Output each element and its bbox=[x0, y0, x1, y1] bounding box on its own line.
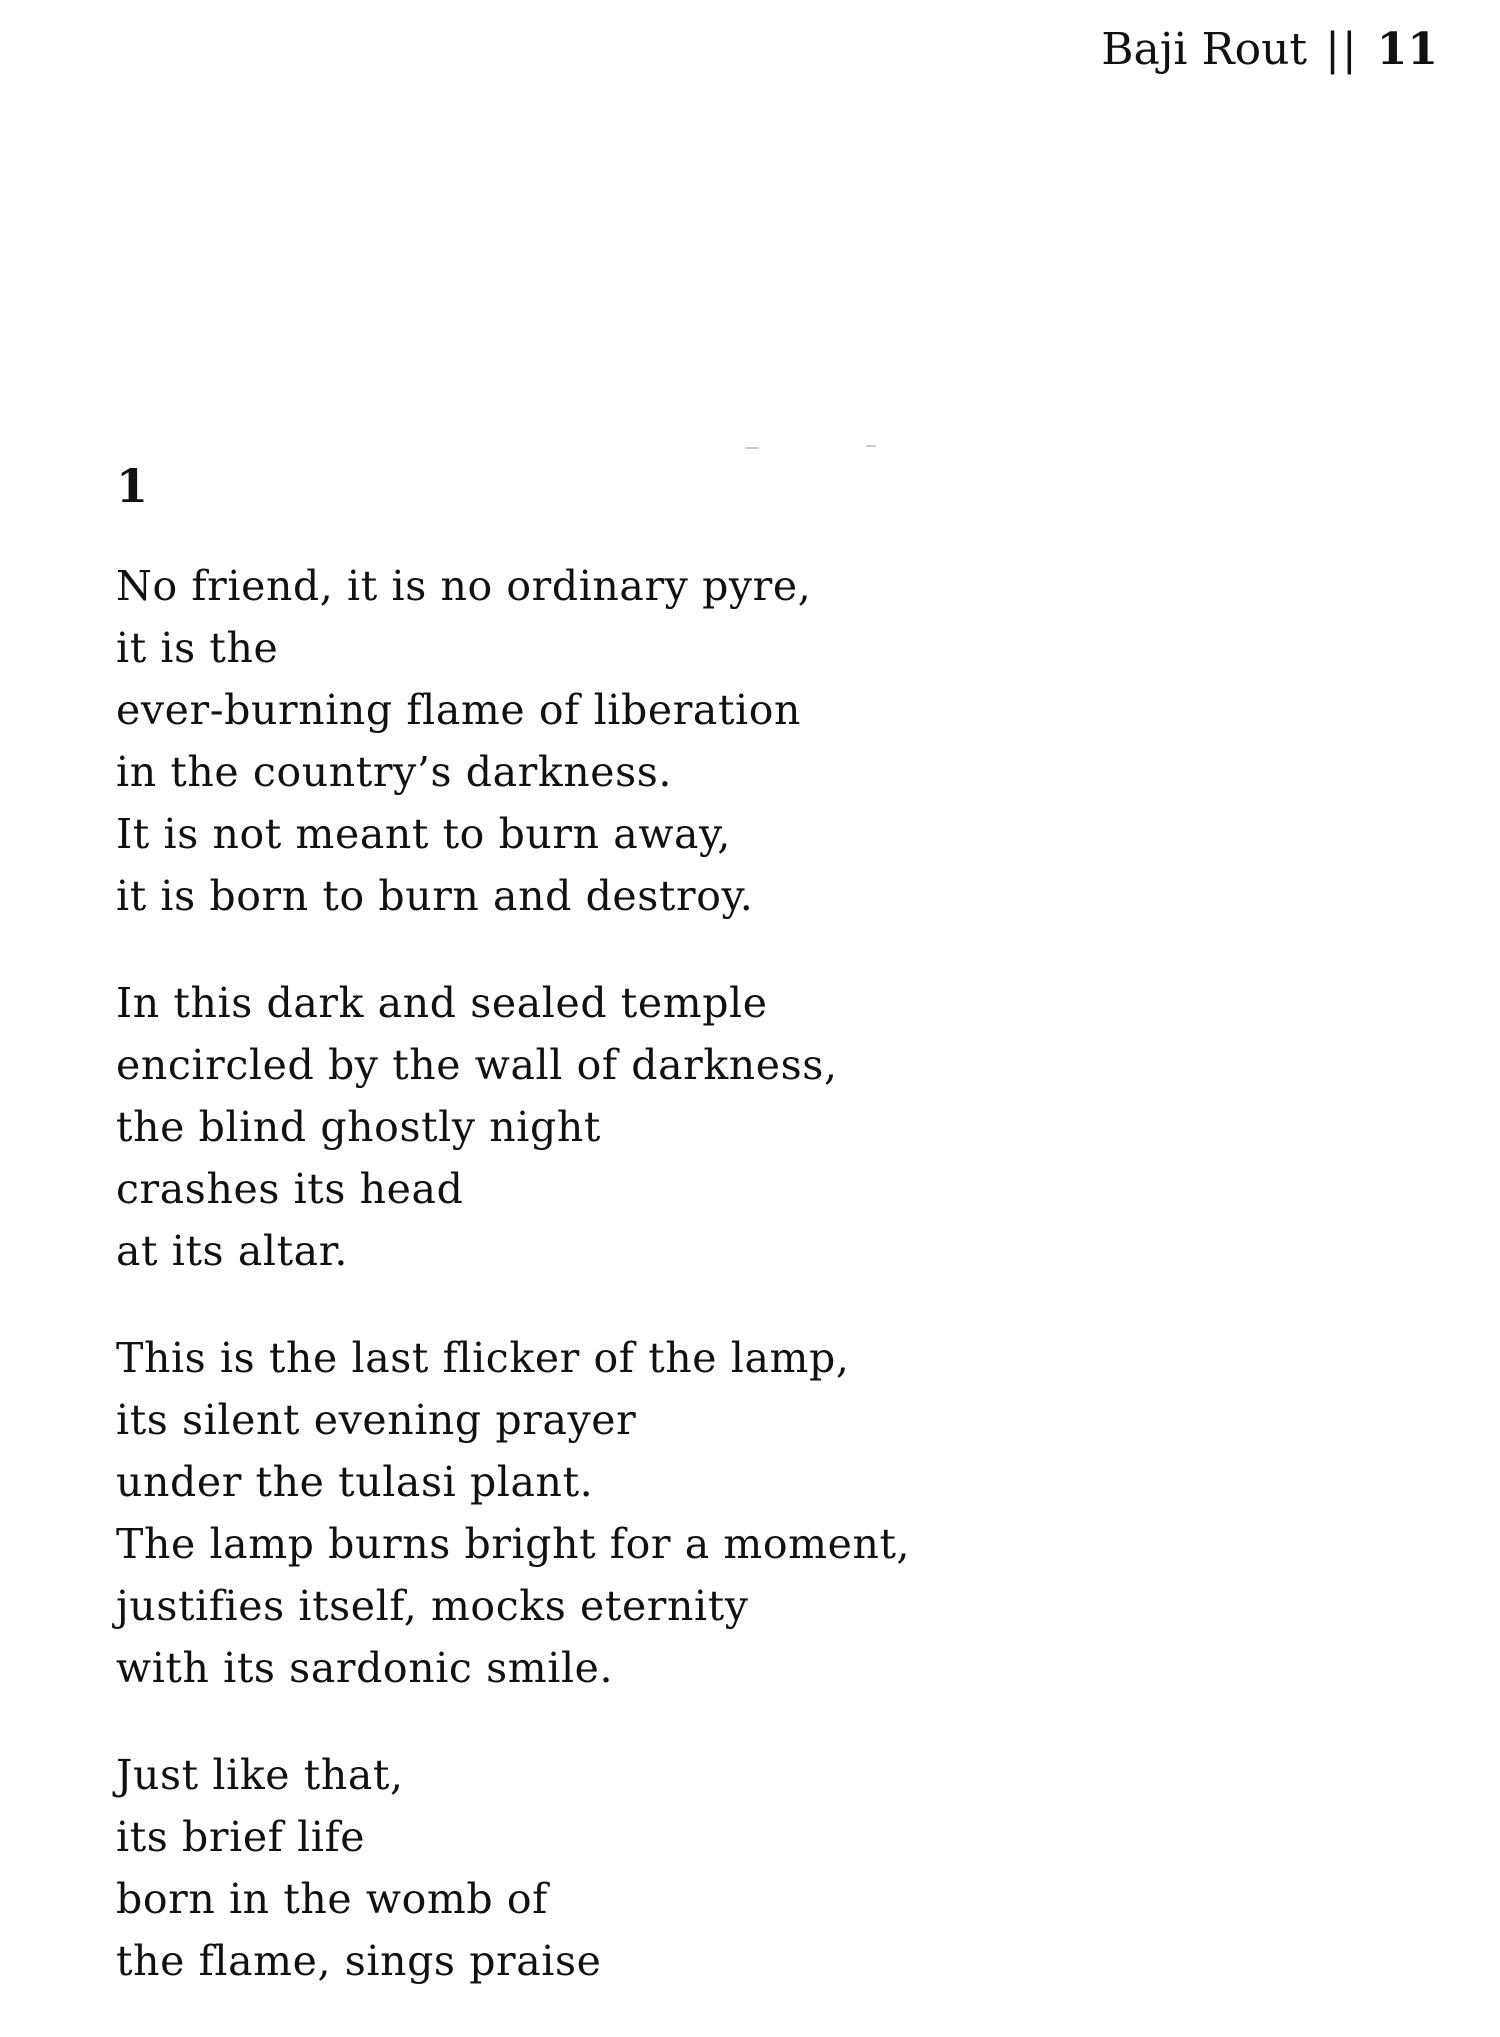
poem-line: crashes its head bbox=[116, 1165, 464, 1213]
poem-line: in the country’s darkness. bbox=[116, 748, 673, 796]
poem-line: at its altar. bbox=[116, 1227, 349, 1275]
poem-line: In this dark and sealed temple bbox=[116, 979, 768, 1027]
poem-line: encircled by the wall of darkness, bbox=[116, 1041, 838, 1089]
poem-line: ever-burning flame of liberation bbox=[116, 686, 802, 734]
poem-line: it is the bbox=[116, 624, 279, 672]
poem-line: justifies itself, mocks eternity bbox=[116, 1582, 749, 1630]
scan-speck bbox=[745, 447, 759, 449]
poem-line: Just like that, bbox=[116, 1751, 404, 1799]
poem-line: It is not meant to burn away, bbox=[116, 810, 732, 858]
running-head-separator: || bbox=[1325, 24, 1359, 75]
poem-line: with its sardonic smile. bbox=[116, 1644, 614, 1692]
running-head bbox=[1101, 20, 1438, 80]
poem-line: The lamp burns bright for a moment, bbox=[116, 1520, 911, 1568]
poem-number: 1 bbox=[116, 459, 149, 513]
poem-line: the flame, sings praise bbox=[116, 1937, 602, 1985]
poem-line: This is the last flicker of the lamp, bbox=[116, 1334, 850, 1382]
running-head-author: Baji Rout bbox=[1101, 24, 1308, 75]
stanza-1 bbox=[116, 555, 1416, 927]
poem-line: born in the womb of bbox=[116, 1875, 548, 1923]
poem-body bbox=[116, 555, 1416, 2037]
scan-speck bbox=[866, 445, 876, 447]
poem-line: it is born to burn and destroy. bbox=[116, 872, 754, 920]
poem-line: under the tulasi plant. bbox=[116, 1458, 594, 1506]
stanza-4 bbox=[116, 1744, 1416, 1992]
stanza-3 bbox=[116, 1327, 1416, 1699]
poem-line: the blind ghostly night bbox=[116, 1103, 601, 1151]
poem-line: its brief life bbox=[116, 1813, 366, 1861]
poem-line: its silent evening prayer bbox=[116, 1396, 637, 1444]
poem-line: No friend, it is no ordinary pyre, bbox=[116, 562, 812, 610]
stanza-2 bbox=[116, 972, 1416, 1282]
page-number: 11 bbox=[1376, 24, 1438, 75]
